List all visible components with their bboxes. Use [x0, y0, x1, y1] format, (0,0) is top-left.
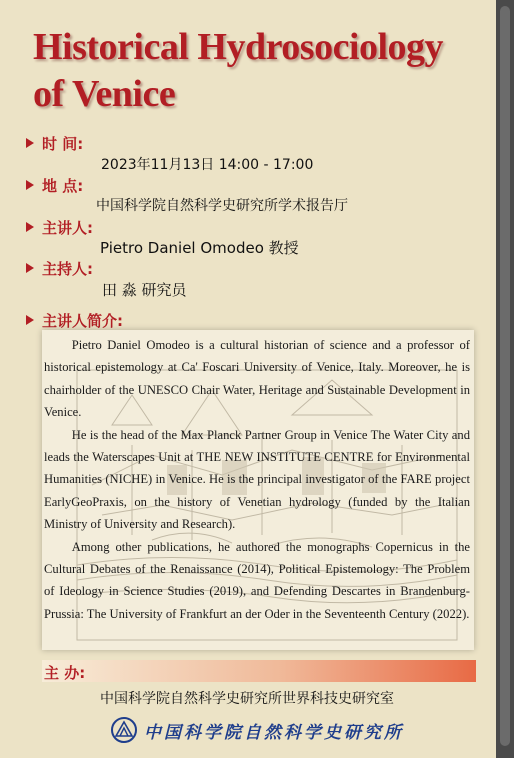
institute-emblem-icon [110, 716, 138, 744]
organizer-label: 主 办: [44, 664, 86, 682]
poster-title [33, 24, 483, 118]
triangle-bullet-icon [26, 180, 34, 190]
scrollbar-thumb[interactable] [500, 6, 510, 746]
host-person-value: 田 淼 研究员 [102, 281, 187, 299]
speaker-value: Pietro Daniel Omodeo 教授 [100, 239, 299, 257]
bio-text [44, 334, 470, 625]
bio-label: 主讲人简介: [26, 310, 123, 331]
bio-paragraph-3: Among other publications, he authored the monographs Copernicus in the Cultural Debates of the Renaissance (2014), Political Epistemology: The Problem of Ideology in Science Studies (2019), and Defending Descartes in Brandenburg-Prussia: The University of Frankfurt an der Oder in the Seventeenth Century (2022). [44, 539, 470, 621]
organizer-bar [42, 660, 476, 682]
speaker-label: 主讲人: [26, 217, 93, 238]
place-label: 地 点: [26, 175, 83, 196]
triangle-bullet-icon [26, 263, 34, 273]
institute-logo [110, 716, 404, 744]
time-value: 2023年11月13日 14:00 - 17:00 [101, 157, 314, 173]
triangle-bullet-icon [26, 315, 34, 325]
host-person-label: 主持人: [26, 258, 93, 279]
triangle-bullet-icon [26, 138, 34, 148]
place-value: 中国科学院自然科学史研究所学术报告厅 [96, 198, 348, 214]
triangle-bullet-icon [26, 222, 34, 232]
vertical-scrollbar[interactable] [496, 0, 514, 758]
bio-panel [42, 330, 474, 650]
title-line-2: of Venice [33, 73, 176, 115]
organizer-value: 中国科学院自然科学史研究所世界科技史研究室 [100, 691, 394, 707]
bio-paragraph-2: He is the head of the Max Planck Partner Group in Venice The Water City and leads the Waterscapes Unit at THE NEW INSTITUTE CENTRE for Environmental Humanities (NICHE) in Venice. He is the principal investigator of the FARE project EarlyGeoPraxis, on the history of Venetian hydrology (funded by the Italian Ministry of University and Research). [44, 427, 470, 532]
logo-text: 中国科学院自然科学史研究所 [144, 722, 404, 743]
bio-paragraph-1: Pietro Daniel Omodeo is a cultural historian of science and a professor of historical epistemology at Ca' Foscari University of Venice, Italy. Moreover, he is chairholder of the UNESCO Chair Water, Heritage and Sustainable Development in Venice. [44, 338, 470, 420]
title-line-1: Historical Hydrosociology [33, 26, 444, 68]
time-label: 时 间: [26, 133, 83, 154]
